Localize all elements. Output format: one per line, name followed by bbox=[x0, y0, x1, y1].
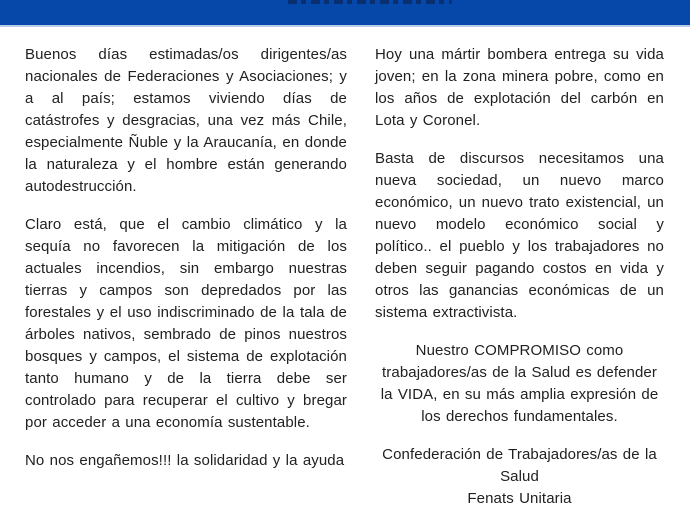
document-body bbox=[0, 29, 690, 507]
signature-confederacion: Confederación de Trabajadores/as de la Salud Fenats Unitaria bbox=[382, 446, 657, 507]
header-banner bbox=[0, 0, 690, 27]
right-block-compromiso: Nuestro COMPROMISO como trabajadores/as de la Salud es defender la VIDA, en su más amplia expresión de los derechos fundamentales. bbox=[380, 342, 659, 425]
left-paragraph-solidarity-cutoff: No nos engañemos!!! la solidaridad y la ayuda bbox=[25, 452, 345, 469]
right-column bbox=[375, 44, 664, 507]
right-paragraph-new-society: Basta de discursos necesitamos una nueva sociedad, un nuevo marco económico, un nuevo trato existencial, un nuevo modelo económico social y político.. el pueblo y los trabajadores no deben seguir pagando costos en vida y otros las ganancias económicas de un sistema extractivista. bbox=[375, 150, 664, 321]
clipped-banner-title-remnant bbox=[288, 0, 452, 4]
left-paragraph-greeting: Buenos días estimadas/os dirigentes/as nacionales de Federaciones y Asociaciones; y a al país; estamos viviendo días de catástrofes y desgracias, una vez más Chile, especialmente Ñuble y la Araucanía, en donde la naturaleza y el hombre están generando autodestrucción. bbox=[25, 46, 347, 195]
right-paragraph-martyr: Hoy una mártir bombera entrega su vida joven; en la zona minera pobre, como en los años de explotación del carbón en Lota y Coronel. bbox=[375, 46, 664, 129]
left-column bbox=[25, 44, 347, 469]
left-paragraph-climate: Claro está, que el cambio climático y la sequía no favorecen la mitigación de los actuales incendios, sin embargo nuestras tierras y campos son depredados por las forestales y el uso indiscriminado de la tala de árboles nativos, sembrado de pinos nuestros bosques y campos, el sistema de explotación tanto humano y de la tierra debe ser controlado para recuperar el cultivo y bregar por acceder a una economía sustentable. bbox=[25, 216, 347, 431]
